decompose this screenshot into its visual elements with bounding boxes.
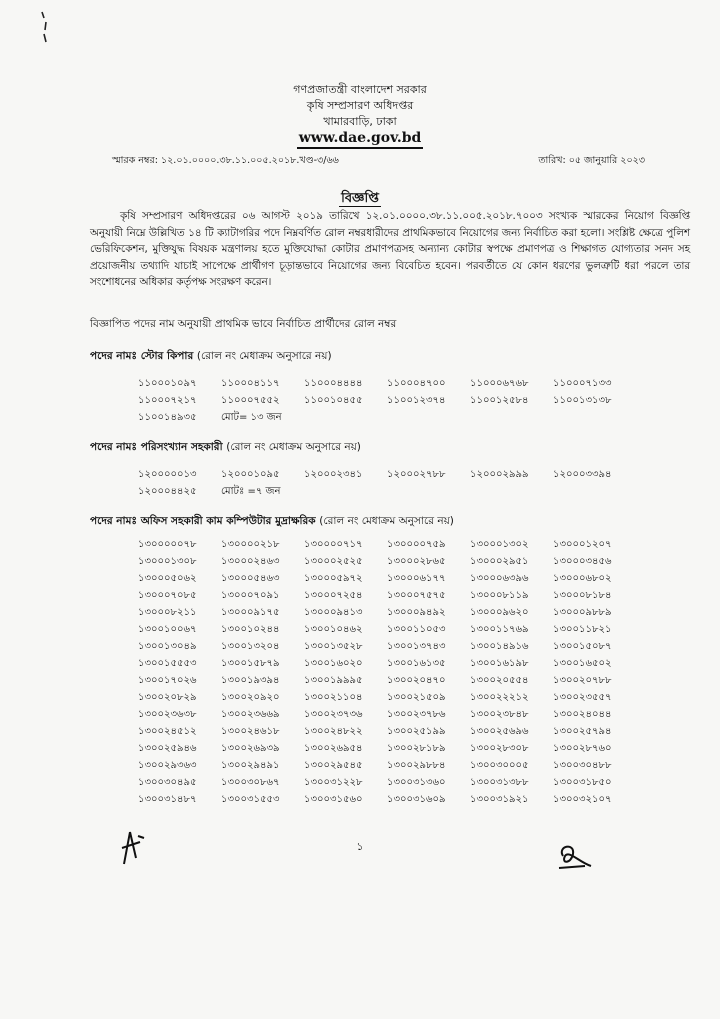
roll-number: ১৩০০২৮১৮৯ [387, 743, 446, 754]
roll-number: ১২০০০৩৩৯৪ [553, 469, 612, 480]
total-count: মোটঃ =৭ জন [221, 486, 281, 497]
roll-number: ১৩০০১৯৩৯৪ [221, 675, 280, 686]
roll-number: ১৩০০০৭০৮৫ [138, 590, 197, 601]
roll-number: ১৩০০১০০৬৭ [138, 624, 197, 635]
roll-number: ১৩০০২৫৬৯৬ [470, 726, 529, 737]
roll-number: ১৩০০০৯১৭৫ [221, 607, 280, 618]
roll-number: ১৩০০৩১৬০৯ [387, 794, 446, 805]
roll-grid-store-keeper [138, 375, 698, 426]
roll-number: ১৩০০২৯৪৯১ [221, 760, 280, 771]
roll-number: ১৩০০২৯৮৮৪ [387, 760, 446, 771]
post-label: পদের নামঃ অফিস সহকারী কাম কম্পিউটার মুদ্রাক্ষরিক [90, 515, 316, 527]
roll-number: ১৩০০২২২১২ [470, 692, 529, 703]
roll-number: ১১০০১৪৯৩৫ [138, 412, 197, 423]
letterhead [0, 82, 720, 149]
roll-number: ১৩০০১০২৪৪ [221, 624, 280, 635]
roll-number: ১৩০০০০২১৮ [221, 539, 280, 550]
roll-number: ১৩০০২৮৩০৮ [470, 743, 529, 754]
dept-name: কৃষি সম্প্রসারণ অধিদপ্তর [306, 99, 414, 112]
roll-number: ১৩০০১১০৫৩ [387, 624, 446, 635]
page-number: ১ [356, 840, 364, 853]
roll-number: ১৩০০০৩৪৫৬ [553, 556, 612, 567]
roll-number: ১৩০০২০৪৭০ [387, 675, 446, 686]
roll-number: ১৩০০০০০৭৮ [138, 539, 197, 550]
roll-number: ১৩০০২৩৬৬৯ [221, 709, 280, 720]
roll-number: ১৩০০২০৮২৯ [138, 692, 197, 703]
roll-number: ১৩০০১৪৯১৬ [470, 641, 529, 652]
roll-number: ১৩০০০১৩০৮ [138, 556, 197, 567]
roll-number: ১৩০০২১১০৪ [304, 692, 363, 703]
roll-number: ১৩০০২৪৫১২ [138, 726, 197, 737]
roll-number: ১১০০০৪৭০০ [387, 378, 446, 389]
roll-number: ১২০০০২৭৮৮ [387, 469, 446, 480]
roll-number: ১৩০০৩১৫৬০ [304, 794, 363, 805]
roll-number: ১৩০০৩১৫৫৩ [221, 794, 280, 805]
roll-number: ১৩০০৩০৪৯৫ [138, 777, 197, 788]
roll-number: ১৩০০২৫৯৪৬ [138, 743, 197, 754]
roll-number: ১৩০০০৮১৮৪ [553, 590, 612, 601]
gov-name: গণপ্রজাতন্ত্রী বাংলাদেশ সরকার [293, 83, 427, 96]
roll-number: ১৩০০২৩৭৩৬ [304, 709, 363, 720]
notice-body [90, 208, 690, 291]
notice-body-text: কৃষি সম্প্রসারণ অধিদপ্তরের ০৬ আগস্ট ২০১৯ তারিখে ১২.০১.০০০০.৩৮.১১.০০৫.২০১৮.৭০০৩ সংখ্যক স্মারকের নিয়োগ বিজ্ঞপ্তি অনুযায়ী নিম্নে উল্লিখিত ১৪ টি ক্যাটাগরির পদে নিম্নবর্ণিত রোল নম্বরধারীদের প্রাথমিকভাবে নিয়োগের জন্য নির্বাচিত করা হলো। সংশ্লিষ্ট ক্ষেত্রে পুলিশ ভেরিফিকেশন, মুক্তিযুদ্ধ বিষয়ক মন্ত্রণালয় হতে মুক্তিযোদ্ধা কোটার প্রমাণপত্রসহ অন্যান্য কোটার স্বপক্ষে প্রমাণপত্র ও শিক্ষাগত যোগ্যতার সনদ সহ প্রয়োজনীয় তথ্যাদি যাচাই সাপেক্ষে প্রার্থীগণ চূড়ান্তভাবে নিয়োগের জন্য বিবেচিত হবেন। পরবর্তীতে যে কোন ধরণের ভুলত্রুটি ধরা পরলে তার সংশোধনের অধিকার কর্তৃপক্ষ সংরক্ষণ করেন। [90, 210, 690, 288]
post-statistics-assistant-heading [90, 440, 361, 457]
roll-number: ১৩০০০৬৮০২ [553, 573, 612, 584]
roll-number: ১৩০০২৬৯৩৯ [221, 743, 280, 754]
roll-number: ১৩০০১৯৯৯৫ [304, 675, 363, 686]
roll-number: ১৩০০২৩৮৪৮ [470, 709, 529, 720]
roll-number: ১৩০০০৫৯৭২ [304, 573, 363, 584]
roll-number: ১৩০০১১৮২১ [553, 624, 612, 635]
roll-number: ১১০০০৬৭৬৮ [470, 378, 529, 389]
roll-number: ১৩০০৩০৮৬৭ [221, 777, 280, 788]
roll-number: ১৩০০০৬৩৯৬ [470, 573, 529, 584]
roll-number: ১৩০০০২৪৬৩ [221, 556, 280, 567]
roll-number: ১৩০০০০৭৫৯ [387, 539, 446, 550]
roll-number: ১৩০০১৬০২০ [304, 658, 363, 669]
selected-list-heading: বিজ্ঞাপিত পদের নাম অনুযায়ী প্রাথমিক ভাবে নির্বাচিত প্রার্থীদের রোল নম্বর [90, 318, 397, 330]
roll-number: ১৩০০৩১৯২১ [470, 794, 529, 805]
notice-title-wrap [0, 187, 720, 210]
roll-number: ১৩০০০৭২৫৪ [304, 590, 363, 601]
roll-number: ১৩০০১৫৮৭৯ [221, 658, 280, 669]
roll-number: ১৩০০২০৭৮৮ [553, 675, 612, 686]
roll-number: ১৩০০০১২০৭ [553, 539, 612, 550]
roll-number: ১৩০০০২৮৬৫ [387, 556, 446, 567]
roll-number: ১১০০০৭৫৫২ [221, 395, 280, 406]
roll-number: ১৩০০০৮১১৯ [470, 590, 529, 601]
roll-number: ১৩০০৩১৩৮৮ [470, 777, 529, 788]
roll-number: ১৩০০৩১৩৬০ [387, 777, 446, 788]
roll-number: ১৩০০২০৫৫৪ [470, 675, 529, 686]
roll-number: ১৩০০২৪৬১৮ [221, 726, 280, 737]
roll-number: ১৩০০৩১২২৮ [304, 777, 363, 788]
post-label: পদের নামঃ পরিসংখ্যান সহকারী [90, 441, 223, 453]
dept-address: খামারবাড়ি, ঢাকা [323, 115, 397, 128]
total-count: মোট= ১৩ জন [221, 412, 282, 423]
roll-number: ১৩০০২৫১৯৯ [387, 726, 446, 737]
roll-number: ১৩০০২৩৭৮৬ [387, 709, 446, 720]
roll-number: ১২০০০৪৪২৫ [138, 486, 197, 497]
roll-number: ১৩০০০৯৮৮৯ [553, 607, 612, 618]
roll-number: ১৩০০৩১৪৮৭ [138, 794, 197, 805]
roll-number: ১১০০০৭১৩৩ [553, 378, 612, 389]
roll-number: ১২০০০১০৯৫ [221, 469, 280, 480]
roll-grid-office-assistant [138, 536, 698, 808]
roll-number: ১৩০০০৯৪৯২ [387, 607, 446, 618]
roll-number: ১৩০০০৮২১১ [138, 607, 197, 618]
roll-number: ১৩০০১৭০২৬ [138, 675, 197, 686]
roll-number: ১১০০১২৫৮৪ [470, 395, 529, 406]
roll-number: ১৩০০২৪৮২২ [304, 726, 363, 737]
roll-number: ১৩০০০৬১৭৭ [387, 573, 446, 584]
roll-number: ১৩০০০২৯৫১ [470, 556, 529, 567]
roll-number: ১১০০১৩১৩৮ [553, 395, 612, 406]
post-note: (রোল নং মেধাক্রম অনুসারে নয়) [196, 350, 332, 362]
scribble-mark [30, 8, 60, 48]
roll-number: ১৩০০২১৫০৯ [387, 692, 446, 703]
roll-number: ১৩০০২০৯২০ [221, 692, 280, 703]
post-office-assistant-heading [90, 514, 454, 531]
roll-number: ১৩০০০১৩০২ [470, 539, 529, 550]
roll-number: ১৩০০২৯৫৪৫ [304, 760, 363, 771]
roll-number: ১৩০০২৫৭৯৪ [553, 726, 612, 737]
post-note: (রোল নং মেধাক্রম অনুসারে নয়) [319, 515, 454, 527]
roll-number: ১৩০০২৩৬৩৮ [138, 709, 197, 720]
roll-number: ১৩০০৩২১০৭ [553, 794, 612, 805]
roll-number: ১২০০০২৩৪১ [304, 469, 363, 480]
roll-number: ১১০০০১০৯৭ [138, 378, 197, 389]
roll-number: ১৩০০২৩৫৫৭ [553, 692, 612, 703]
memo-date: তারিখ: ০৫ জানুয়ারি ২০২৩ [538, 155, 645, 166]
roll-number: ১১০০০৪১১৭ [221, 378, 280, 389]
post-label: পদের নামঃ স্টোর কিপার [90, 350, 194, 362]
roll-number: ১৩০০১৬১৯৮ [470, 658, 529, 669]
roll-number: ১৩০০৩১৮৫০ [553, 777, 612, 788]
roll-number: ১৩০০০৯৬২০ [470, 607, 529, 618]
roll-number: ১১০০০৭২১৭ [138, 395, 197, 406]
roll-number: ১৩০০০৯৪১৩ [304, 607, 363, 618]
roll-number: ১৩০০১৩৫২৮ [304, 641, 363, 652]
roll-number: ১১০০০৪৪৪৪ [304, 378, 363, 389]
roll-number: ১৩০০১৩৭৪৩ [387, 641, 446, 652]
memo-number: স্মারক নম্বর: ১২.০১.০০০০.৩৮.১১.০০৫.২০১৮.খণ্ড-৩/৬৬ [112, 155, 339, 166]
roll-number: ১৩০০১১৭৬৯ [470, 624, 529, 635]
roll-number: ১৩০০১৩০৪৯ [138, 641, 197, 652]
roll-number: ১৩০০১০৪৬২ [304, 624, 363, 635]
roll-number: ১২০০০০০১৩ [138, 469, 197, 480]
roll-number: ১৩০০০৭৫৭৫ [387, 590, 446, 601]
roll-number: ১৩০০০২৫২৫ [304, 556, 363, 567]
roll-number: ১৩০০০৫৪৬৩ [221, 573, 280, 584]
roll-number: ১৩০০১৩২০৪ [221, 641, 280, 652]
roll-number: ১৩০০০৫০৬২ [138, 573, 197, 584]
roll-number: ১৩০০১৫০৮৭ [553, 641, 612, 652]
roll-number: ১৩০০২৯৩৬৩ [138, 760, 197, 771]
roll-number: ১৩০০১৫৫৫৩ [138, 658, 197, 669]
roll-number: ১৩০০১৬১৩৫ [387, 658, 446, 669]
website-link[interactable]: www.dae.gov.bd [297, 130, 424, 149]
roll-number: ১৩০০০০৭১৭ [304, 539, 363, 550]
roll-number: ১৩০০১৬৫০২ [553, 658, 612, 669]
roll-number: ১১০০১২৩৭৪ [387, 395, 446, 406]
roll-number: ১৩০০২৬৯৫৪ [304, 743, 363, 754]
roll-grid-statistics-assistant [138, 466, 698, 500]
post-note: (রোল নং মেধাক্রম অনুসারে নয়) [226, 441, 361, 453]
notice-title: বিজ্ঞপ্তি [341, 191, 379, 206]
post-store-keeper-heading [90, 349, 332, 366]
roll-number: ১৩০০২৪০৪৪ [553, 709, 612, 720]
roll-number: ১৩০০৩০৪৮৮ [553, 760, 612, 771]
roll-number: ১২০০০২৯৯৯ [470, 469, 529, 480]
roll-number: ১৩০০৩০০০৫ [470, 760, 529, 771]
roll-number: ১৩০০০৭০৯১ [221, 590, 280, 601]
signature-right [555, 842, 595, 874]
roll-number: ১১০০১০৪৫৫ [304, 395, 363, 406]
roll-number: ১৩০০২৮৭৬০ [553, 743, 612, 754]
